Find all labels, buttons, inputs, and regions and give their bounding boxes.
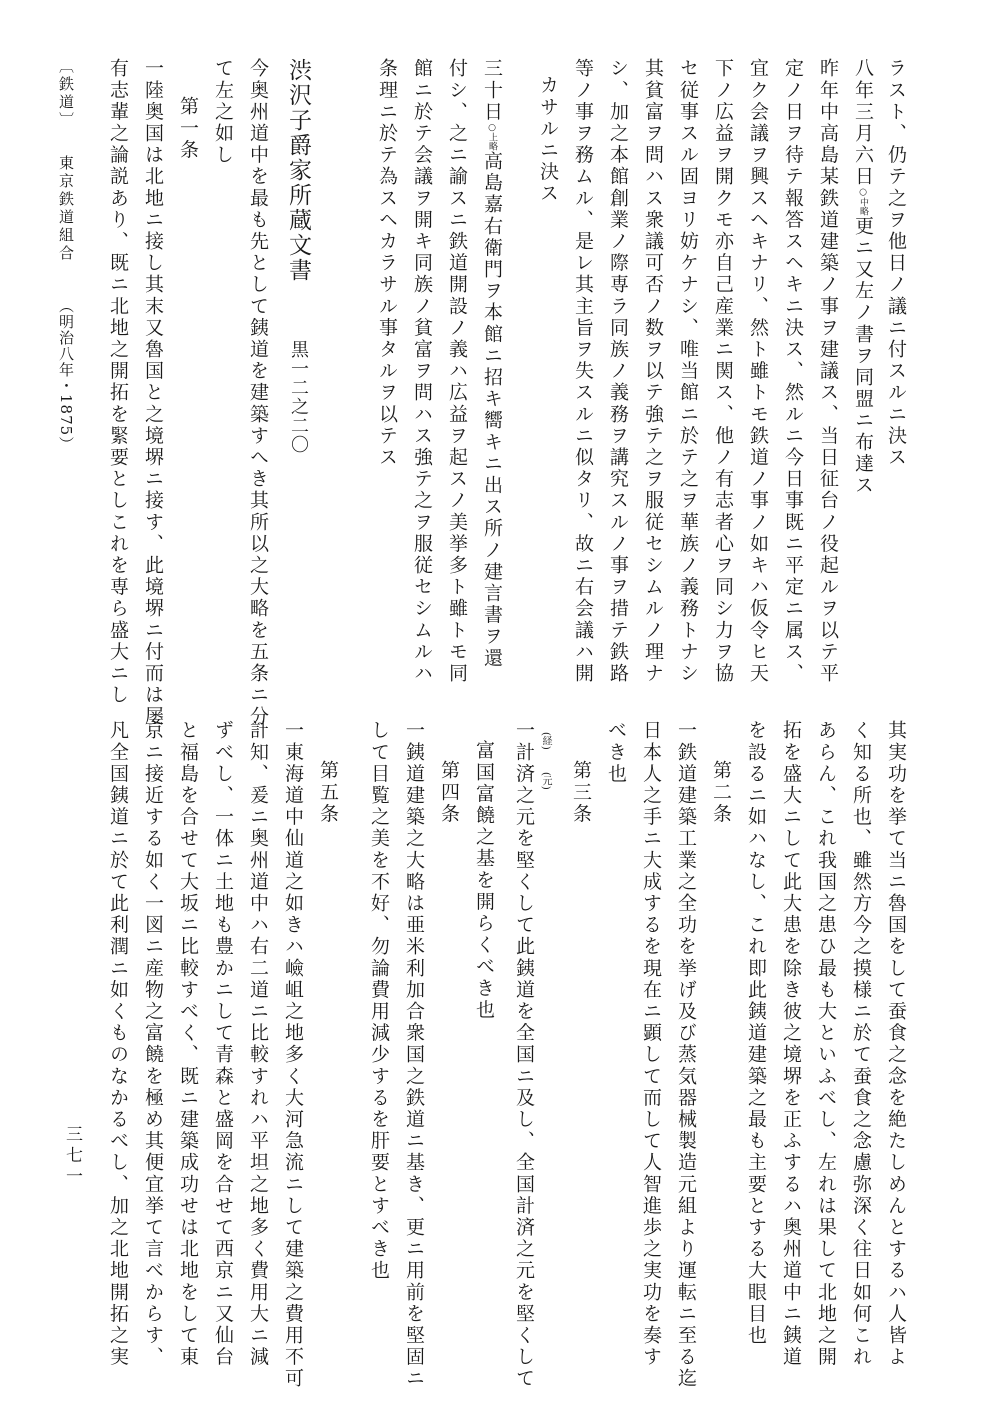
upper-col-11: カサルニ決ス	[537, 75, 559, 205]
lower-col-18: 計知、爰ニ奥州道中ハ右二道ニ比較すれハ平坦之地多く費用大ニ減	[247, 720, 269, 1368]
lower-col-9: べき也	[605, 720, 627, 785]
day30-rest: 高島嘉右衛門ヲ本館ニ招キ嚮キニ出ス所ノ建言書ヲ還	[481, 150, 503, 670]
lower-col-8: 日本人之手ニ大成するを現在ニ顕して而して人智進歩之実功を奏す	[640, 720, 662, 1368]
lower-col-4: 拓を盛大ニして此大患を除き彼之境堺を正ふするハ奥州道中ニ銕道	[780, 720, 802, 1368]
upper-col-14: 館ニ於テ会議ヲ開キ同族ノ貧富ヲ問ハス強テ之ヲ服従セシムルハ	[411, 58, 433, 685]
lower-col-14: 一銕道建築之大略は亜米利加合衆国之鉄道ニ基き、更ニ用前を堅固ニ	[403, 720, 425, 1390]
upper-col-3: 昨年中高島某鉄道建築ノ事ヲ建議ス、当日征台ノ役起ルヲ以テ平	[817, 58, 839, 685]
lower-col-2: く知る所也、雖然方今之摸様ニ於て蚕食之念慮弥深く往日如何これ	[850, 720, 872, 1368]
upper-col-6: 下ノ広益ヲ開クモ亦自己産業ニ関ス、他ノ有志者心ヲ同シ力ヲ協	[712, 58, 734, 685]
lower-col-17: 一東海道中仙道之如きハ嶮岨之地多く大河急流ニして建築之費用不可	[282, 720, 304, 1390]
lower-col-19: ずべし、一体ニ土地も豊かニして青森と盛岡を合せて西京ニ又仙台	[212, 720, 234, 1368]
lower-col-1: 其実功を挙て当ニ魯国をして蚕食之念を絶たしめんとするハ人皆よ	[885, 720, 907, 1368]
lower-col-3: あらん、これ我国之患ひ最も大といふべし、左れは果して北地之開	[815, 720, 837, 1368]
article-2-heading: 第二条	[710, 760, 732, 825]
lower-col-21: 京ニ接近する如く一図ニ産物之富饒を極め其便宜挙て言べからす、	[142, 720, 164, 1368]
lower-col-12: 富国富饒之基を開らくべき也	[473, 740, 495, 1021]
lower-col-20: と福島を合せて大坂ニ比較すべく、既ニ建築成功せは北地をして東	[177, 720, 199, 1368]
upper-col-20: 一陸奥国は北地ニ接し其末又魯国と之境堺ニ接す、此境堺ニ付而は屡	[142, 58, 164, 728]
doc-title: 渋沢子爵家所蔵文書	[285, 58, 311, 283]
article-1-heading: 第一条	[177, 96, 199, 161]
article-4-heading: 第四条	[438, 760, 460, 825]
lower-col-11: 一計済之元を堅くして此銕道を全国ニ及し、全国計済之元を堅くして	[513, 720, 535, 1390]
day30-note: ○上略	[487, 122, 497, 151]
lower-col-7: 一鉄道建築工業之全功を挙げ及び蒸気器械製造元組より運転ニ至る迄	[675, 720, 697, 1390]
upper-col-10: 等ノ事ヲ務ムル、是レ其主旨ヲ失スルニ似タリ、故ニ右会議ハ開	[572, 58, 594, 685]
gloss-kei: (経)	[540, 732, 551, 750]
upper-col-9: シ、加之本館創業ノ際専ラ同族ノ義務ヲ講究スルノ事ヲ措テ鉄路	[607, 58, 629, 685]
date-march6: 八年三月六日	[852, 58, 874, 188]
upper-col-12	[482, 58, 501, 669]
footer-category: 〔鉄道〕	[57, 58, 75, 130]
upper-col-17: 今奥州道中を最も先として銕道を建築すへき其所以之大略を五条ニ分	[247, 58, 269, 728]
upper-col-18: て左之如し	[212, 58, 234, 166]
footer-org: 東京鉄道組合	[57, 155, 75, 263]
upper-col-8: 其貧富ヲ問ハス衆議可否ノ数ヲ以テ強テ之ヲ服従セシムルノ理ナ	[642, 58, 664, 685]
lower-col-15: して目覧之美を不好、勿論費用減少するを肝要とすべき也	[368, 720, 390, 1282]
lower-col-5: を設るニ如ハなし、これ即此銕道建築之最も主要とする大眼目也	[745, 720, 767, 1347]
upper-col-1: ラスト、仍テ之ヲ他日ノ議ニ付スルニ決ス	[885, 58, 907, 469]
article-5-heading: 第五条	[317, 760, 339, 825]
upper-col-5: 宜ク会議ヲ興スヘキナリ、然ト雖トモ鉄道ノ事ノ如キハ仮令ヒ天	[747, 58, 769, 685]
footer-date: （明治八年・1875）	[57, 298, 75, 453]
march6-rest: 更ニ又左ノ書ヲ同盟ニ布達ス	[852, 215, 874, 497]
upper-col-7: セ従事スル固ヨリ妨ケナシ、唯当館ニ於テ之ヲ華族ノ義務トナシ	[677, 58, 699, 685]
doc-ref: 黒一二之二〇	[288, 340, 309, 454]
gloss-gen: (元)	[540, 772, 551, 790]
upper-col-21: 有志輩之論説あり、既ニ北地之開拓を緊要としこれを専ら盛大ニし	[107, 58, 129, 706]
article-3-heading: 第三条	[570, 760, 592, 825]
upper-col-13: 付シ、之ニ諭スニ鉄道開設ノ義ハ広益ヲ起スノ美挙多ト雖トモ同	[446, 58, 468, 685]
march6-note: ○中略	[858, 187, 868, 216]
page-number: 三七一	[62, 1125, 82, 1188]
date-30: 三十日	[481, 58, 503, 123]
lower-col-22: 凡全国銕道ニ於て此利潤ニ如くものなかるべし、加之北地開拓之実	[107, 720, 129, 1368]
upper-col-2	[853, 58, 872, 496]
upper-col-15: 条理ニ於テ為スヘカラサル事タルヲ以テス	[376, 58, 398, 469]
upper-col-4: 定ノ日ヲ待テ報答スヘキニ決ス、然ルニ今日事既ニ平定ニ属ス、	[782, 58, 804, 685]
